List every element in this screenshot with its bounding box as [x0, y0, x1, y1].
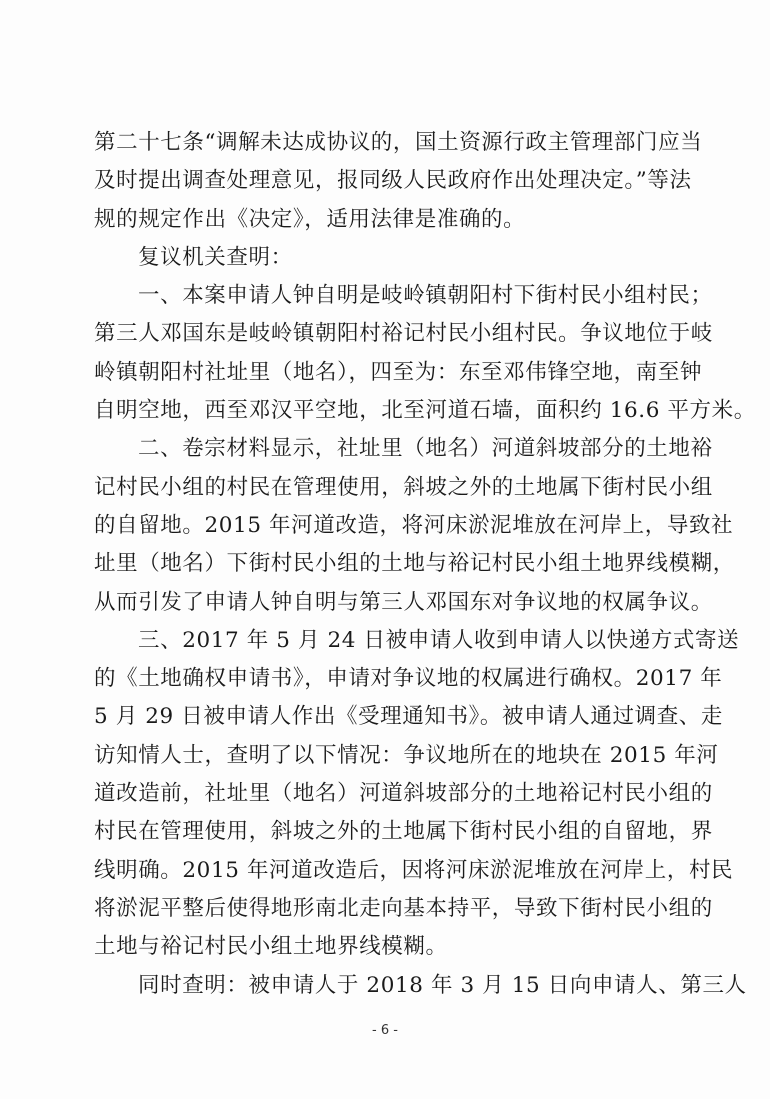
text-line: 三、2017 年 5 月 24 日被申请人收到申请人以快递方式寄送: [138, 627, 740, 653]
page-number: - 6 -: [372, 1023, 398, 1038]
text-line: 自明空地，西至邓汉平空地，北至河道石墙，面积约 16.6 平方米。: [94, 398, 756, 424]
text-line: 第二十七条“调解未达成协议的，国土资源行政主管理部门应当: [94, 130, 703, 155]
document-body: [94, 124, 756, 1005]
text-line: 记村民小组的村民在管理使用，斜坡之外的土地属下街村民小组: [94, 474, 713, 500]
text-line: 岭镇朝阳村社址里（地名），四至为：东至邓伟锋空地，南至钟: [94, 359, 703, 385]
text-line: 线明确。2015 年河道改造后，因将河床淤泥堆放在河岸上，村民: [94, 857, 734, 883]
text-line: 5 月 29 日被申请人作出《受理通知书》。被申请人通过调查、走: [94, 704, 723, 730]
text-line: 道改造前，社址里（地名）河道斜坡部分的土地裕记村民小组的: [94, 781, 713, 807]
text-line: 及时提出调查处理意见，报同级人民政府作出处理决定。”等法: [94, 168, 692, 194]
text-line: 二、卷宗材料显示，社址里（地名）河道斜坡部分的土地裕: [138, 436, 713, 462]
text-line: 同时查明：被申请人于 2018 年 3 月 15 日向申请人、第三人: [138, 972, 747, 998]
text-line: 村民在管理使用，斜坡之外的土地属下街村民小组的自留地，界: [94, 819, 713, 845]
text-line: 土地与裕记村民小组土地界线模糊。: [94, 934, 448, 960]
text-line: 的《土地确权申请书》，申请对争议地的权属进行确权。2017 年: [94, 666, 723, 692]
text-line: 的自留地。2015 年河道改造，将河床淤泥堆放在河岸上，导致社: [94, 512, 734, 538]
text-line: 第三人邓国东是岐岭镇朝阳村裕记村民小组村民。争议地位于岐: [94, 321, 713, 347]
text-line: 将淤泥平整后使得地形南北走向基本持平，导致下街村民小组的: [94, 895, 713, 921]
text-line: 从而引发了申请人钟自明与第三人邓国东对争议地的权属争议。: [94, 589, 713, 615]
text-line: 访知情人士，查明了以下情况：争议地所在的地块在 2015 年河: [94, 742, 719, 768]
section-heading: 复议机关查明：: [138, 244, 293, 270]
text-line: 规的规定作出《决定》，适用法律是准确的。: [94, 206, 526, 232]
text-line: 一、本案申请人钟自明是岐岭镇朝阳村下街村民小组村民；: [138, 283, 713, 309]
text-line: 址里（地名）下街村民小组的土地与裕记村民小组土地界线模糊，: [94, 551, 735, 577]
